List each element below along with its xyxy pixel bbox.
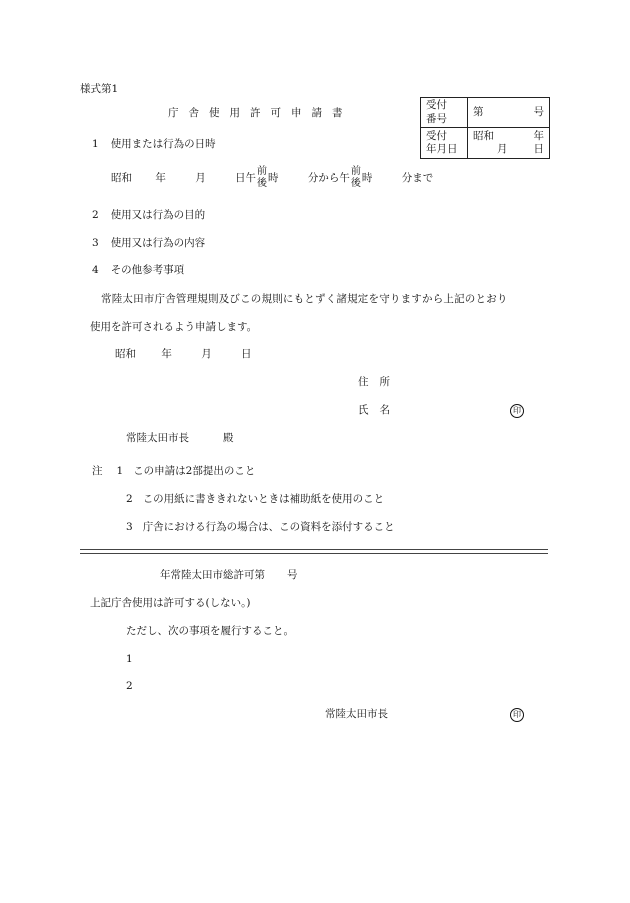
note-1: 注 1 この申請は2部提出のこと	[92, 465, 256, 477]
form-number: 様式第1	[80, 83, 119, 95]
statement-line-1: 常陸太田市庁舎管理規則及びこの規則にもとずく諸規定を守りますから上記のとおり	[101, 293, 508, 305]
ampm-selector-2: 前 後	[350, 166, 361, 189]
permit-number: 年常陸太田市総許可第 号	[160, 569, 298, 581]
receipt-date-value: 昭和 年 月 日	[468, 128, 550, 159]
divider-line-2	[80, 553, 548, 554]
address-label: 住所	[358, 376, 401, 388]
condition-item-2: 2	[126, 680, 133, 692]
document-title: 庁舎使用許可申請書	[168, 107, 353, 119]
application-date: 昭和 年 月 日	[115, 348, 252, 360]
ampm-selector: 前 後	[257, 166, 268, 189]
receipt-box	[420, 97, 550, 159]
note-2: 2 この用紙に書ききれないときは補助紙を使用のこと	[126, 493, 385, 505]
note-3: 3 庁舎における行為の場合は、この資料を添付すること	[126, 521, 395, 533]
item-4: 4 その他参考事項	[92, 264, 185, 276]
datetime-line: 昭和 年 月 日午前 後時 分から午前 後時 分まで	[111, 166, 434, 189]
seal-mark-applicant: 印	[510, 404, 524, 418]
receipt-number-value: 第 号	[468, 98, 550, 128]
name-label: 氏名	[358, 404, 401, 416]
permit-decision: 上記庁舎使用は許可する(しない。)	[90, 597, 251, 609]
receipt-number-label: 受付 番号	[421, 98, 468, 128]
divider-line	[80, 549, 548, 550]
condition-item-1: 1	[126, 653, 133, 665]
addressee: 常陸太田市長 殿	[126, 432, 234, 444]
permit-condition: ただし、次の事項を履行すること。	[126, 625, 294, 637]
item-3: 3 使用又は行為の内容	[92, 237, 206, 249]
seal-mark-issuer: 印	[510, 708, 524, 722]
permit-issuer: 常陸太田市長	[325, 708, 388, 720]
receipt-date-label: 受付 年月日	[421, 128, 468, 159]
item-2: 2 使用又は行為の目的	[92, 209, 206, 221]
statement-line-2: 使用を許可されるよう申請します。	[90, 321, 258, 333]
item-1: 1 使用または行為の日時	[92, 138, 216, 150]
